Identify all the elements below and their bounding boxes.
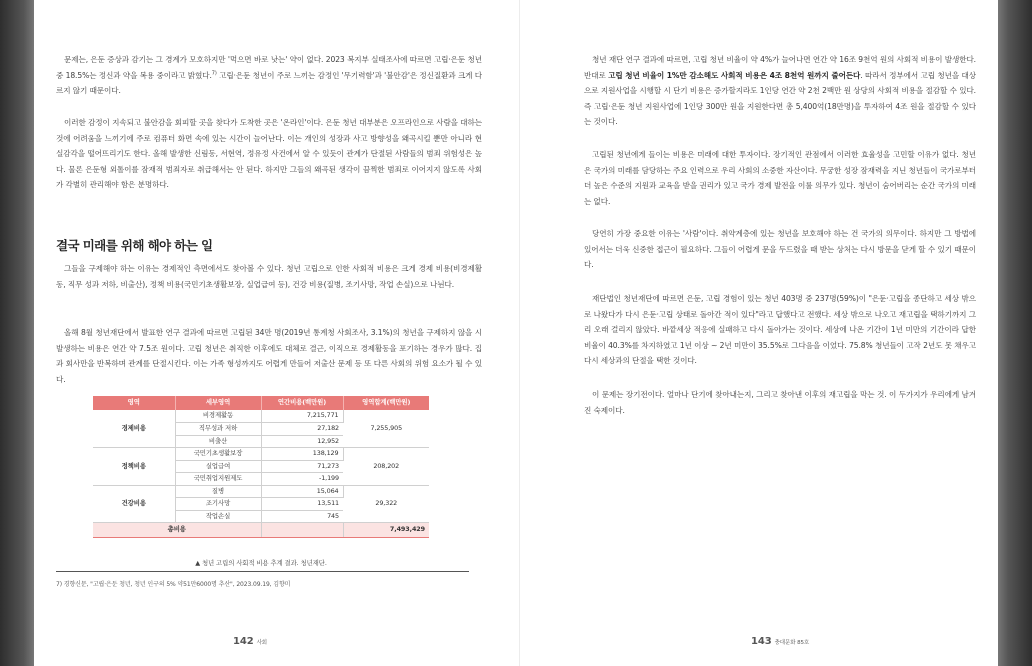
table-caption: ▲ 청년 고립의 사회적 비용 추계 결과. 청년재단. [195, 559, 327, 567]
area-cell: 건강비용 [93, 485, 175, 523]
footnote-ref: 7) [211, 70, 217, 77]
cost-cell: 7,215,771 [261, 410, 343, 423]
left-page [34, 0, 520, 666]
subarea-cell: 작업손실 [175, 510, 261, 523]
subarea-cell: 국민기초생활보장 [175, 448, 261, 461]
footnote-divider [56, 571, 469, 572]
viewer-background-left [0, 0, 34, 666]
cost-cell: 13,511 [261, 498, 343, 511]
area-total-cell: 208,202 [343, 448, 429, 486]
social-cost-table [93, 396, 429, 538]
right-paragraph-3: 당연히 가장 중요한 이유는 '사람'이다. 취약계층에 있는 청년을 보호해야 하는 건 국가의 의무이다. 하지만 그 방법에 있어서는 더욱 신중한 접근이 필요하다. 그들이 어렵게 문을 두드렸을 때 받는 상처는 다시 방문을 닫게 할 수 있기 때문이다. [584, 229, 976, 270]
right-paragraph-5: 이 문제는 장기전이다. 얼마나 단기에 찾아내는지, 그리고 찾아낸 이후의 재고립을 막는 것. 이 두가지가 우리에게 남겨진 숙제이다. [584, 390, 976, 415]
cost-cell: 745 [261, 510, 343, 523]
table-total-row [93, 523, 429, 538]
subarea-cell: 질병 [175, 485, 261, 498]
page-number-right: 143 충대문화 85호 [751, 636, 810, 647]
table-header-row [93, 396, 429, 410]
subarea-cell: 실업급여 [175, 460, 261, 473]
right-paragraph-2: 고립된 청년에게 들이는 비용은 미래에 대한 투자이다. 장기적인 관점에서 이러한 효율성을 고민할 이유가 없다. 청년은 국가의 미래를 담당하는 주요 인력으로 우리 사회의 소중한 자산이다. 무궁한 성장 잠재력을 지닌 청년들이 국가로부터 더 높은 수준의 지원과 교육을 받을 권리가 있고 국가 경제 발전을 이룰 의무가 있다. 청년이 숨어버리는 순간 국가의 미래는 없다. [584, 150, 976, 206]
table-header-cell: 연간비용(백만원) [261, 396, 343, 410]
total-spacer-cell [261, 523, 343, 538]
cost-cell: 71,273 [261, 460, 343, 473]
subarea-cell: 비경제활동 [175, 410, 261, 423]
area-total-cell: 7,255,905 [343, 410, 429, 448]
cost-cell: 15,064 [261, 485, 343, 498]
area-total-cell: 29,322 [343, 485, 429, 523]
table-row [93, 410, 429, 423]
left-paragraph-3: 그들을 구제해야 하는 이유는 경제적인 측면에서도 찾아볼 수 있다. 청년 고립으로 인한 사회적 비용은 크게 경제 비용(비경제활동, 직무 성과 저하, 비출산), 정책 비용(국민기초생활보장, 실업급여 등), 건강 비용(질병, 조기사망, 작업 손실)으로 나뉜다. [56, 264, 482, 289]
cost-cell: -1,199 [261, 473, 343, 486]
section-heading: 결국 미래를 위해 해야 하는 일 [56, 238, 213, 253]
total-label-cell: 총비용 [93, 523, 261, 538]
table-row [93, 485, 429, 498]
table-row [93, 448, 429, 461]
table-header-cell: 영역합계(백만원) [343, 396, 429, 410]
table-header-cell: 영역 [93, 396, 175, 410]
subarea-cell: 비출산 [175, 435, 261, 448]
left-paragraph-1: 문제는, 은둔 증상과 감기는 그 경계가 모호하지만 '먹으면 바로 낫는' 약이 없다. 2023 복지부 실태조사에 따르면 고립·은둔 청년 중 18.5%는 정신과 약을 복용 중이라고 밝혔다.$^{7)}$ 고립·은둔 청년이 주로 느끼는 감정인 '무기력함'과 '불안감'은 정신질환과 크게 다르지 않기 때문이다. [56, 55, 483, 96]
emphasis-text: 고립 청년 비율이 1%만 감소해도 사회적 비용은 4조 8천억 원까지 줄어든다 [608, 70, 861, 80]
left-paragraph-4: 올해 8월 청년재단에서 발표한 연구 결과에 따르면 고립된 34만 명(2019년 통계청 사회조사, 3.1%)의 청년을 구제하지 않을 시 발생하는 비용은 연간 약 7.5조 원이다. 고립 청년은 취직한 이후에도 대체로 결근, 이직으로 경제활동을 포기하는 경우가 많다. 집과 회사만을 반복하며 관계를 단절시킨다. 이는 가족 형성까지도 어렵게 만들어 저출산 문제 등 또 다른 사회의 위험 요소가 될 수 있다. [56, 328, 482, 384]
viewer-background-right [998, 0, 1032, 666]
cost-cell: 12,952 [261, 435, 343, 448]
left-paragraph-2: 이러한 감정이 지속되고 불안감을 회피할 곳을 찾다가 도착한 곳은 '온라인'이다. 은둔 청년 대부분은 오프라인으로 사람을 대하는 것에 어려움을 느끼기에 주로 컴퓨터 화면 속에 있는 시간이 늘어난다. 이는 개인의 성장과 사고 방향성을 왜곡시킬 뿐만 아니라 현실감각을 떨어뜨리기도 한다. 올해 발생한 신림동, 서현역, 정유정 사건에서 알 수 있듯이 관계가 단절된 사람들의 범죄 위험성은 높다. 물론 은둔형 외톨이를 잠재적 범죄자로 취급해서는 안 된다. 하지만 그들의 왜곡된 생각이 끔찍한 범죄로 이어지지 않도록 사회가 각별히 관리해야 함은 분명하다. [56, 118, 482, 190]
subarea-cell: 국민취업지원제도 [175, 473, 261, 486]
total-value-cell: 7,493,429 [343, 523, 429, 538]
subarea-cell: 조기사망 [175, 498, 261, 511]
subarea-cell: 직무성과 저하 [175, 423, 261, 436]
table-header-cell: 세부영역 [175, 396, 261, 410]
right-paragraph-4: 재단법인 청년재단에 따르면 은둔, 고립 경험이 있는 청년 403명 중 237명(59%)이 "은둔·고립을 종단하고 세상 밖으로 나왔다가 다시 은둔·고립 상태로 돌아간 적이 있다"라고 답했다고 전했다. 세상 밖으로 나오고 재고립을 택하기까지 그리 오래 걸리지 않았다. 바깥세상 적응에 실패하고 다시 돌아가는 것이다. 세상에 나온 기간이 1년 미만의 기간이라 답한 비율이 40.3%를 차지하였고 1년 이상 ~ 2년 미만이 35.5%로 그다음을 이었다. 75.8% 청년들이 고작 2년도 못 채우고 다시 세상과의 단절을 택한 것이다. [584, 294, 976, 366]
cost-cell: 138,129 [261, 448, 343, 461]
area-cell: 경제비용 [93, 410, 175, 448]
footnote: 7) 경향신문, "고립·은둔 청년, 청년 인구의 5% 약51만6000명 추산", 2023.09.19, 김향미 [56, 581, 291, 588]
page-number-left: 142 사회 [233, 636, 268, 647]
right-paragraph-1: 청년 재단 연구 결과에 따르면, 고립 청년 비율이 약 4%가 늘어나면 연간 약 16조 9천억 원의 사회적 비용이 발생한다. 반대로 고립 청년 비율이 1%만 감소해도 사회적 비용은 4조 8천억 원까지 줄어든다. 따라서 정부에서 고립 청년을 대상으로 지원사업을 시행할 시 단기 비용은 증가할지라도 1인당 연간 약 2천 2백만 원 상당의 사회적 비용을 절감할 수 있다. 즉 고립·은둔 청년 지원사업에 1인당 300만 원을 지원한다면 총 5,400억(18만명)을 투자하여 4조 원을 절감할 수 있다는 것이다. [584, 55, 977, 127]
area-cell: 정책비용 [93, 448, 175, 486]
cost-cell: 27,182 [261, 423, 343, 436]
right-page [520, 0, 998, 666]
